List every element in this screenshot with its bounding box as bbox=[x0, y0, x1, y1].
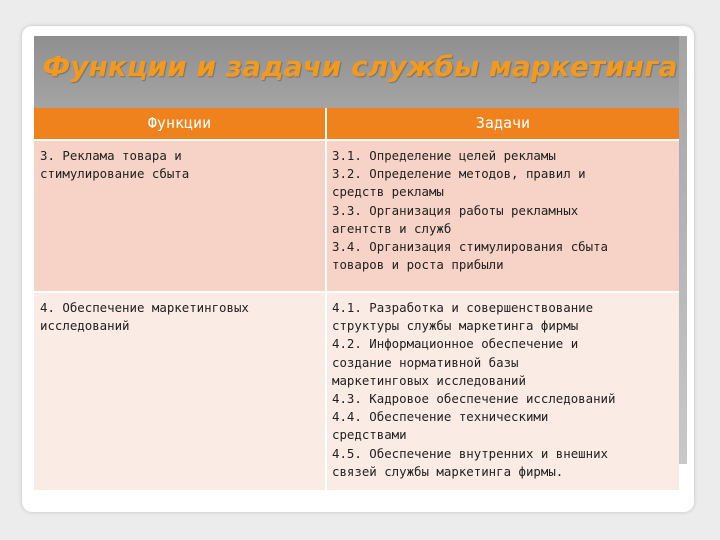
header-tasks: Задачи bbox=[475, 114, 531, 132]
tasks-cell: 4.1. Разработка и совершенствование структуры службы маркетинга фирмы 4.2. Информационное обеспечение и создание нормативной базы маркетинговых исследований 4.3. Кадровое обеспечение исследований 4.4. Обеспечение техническими средствами 4.5. Обеспечение внутренних и внешних связей службы маркетинга фирмы. bbox=[332, 300, 616, 479]
function-cell: 3. Реклама товара и стимулирование сбыта bbox=[40, 148, 190, 182]
header-functions: Функции bbox=[147, 114, 212, 132]
table-row bbox=[34, 141, 679, 291]
column-divider bbox=[325, 108, 327, 490]
tasks-cell: 3.1. Определение целей рекламы 3.2. Определение методов, правил и средств рекламы 3.3. Организация работы рекламных агентств и служб 3.4. Организация стимулирования сбыта товаров и роста прибыли bbox=[332, 148, 609, 273]
side-band bbox=[679, 36, 687, 464]
function-cell: 4. Обеспечение маркетинговых исследований bbox=[40, 300, 249, 334]
table-header-row bbox=[34, 108, 679, 139]
slide-title: Функции и задачи службы маркетинга bbox=[42, 50, 678, 83]
functions-tasks-table bbox=[34, 108, 679, 490]
table-row bbox=[34, 293, 679, 490]
